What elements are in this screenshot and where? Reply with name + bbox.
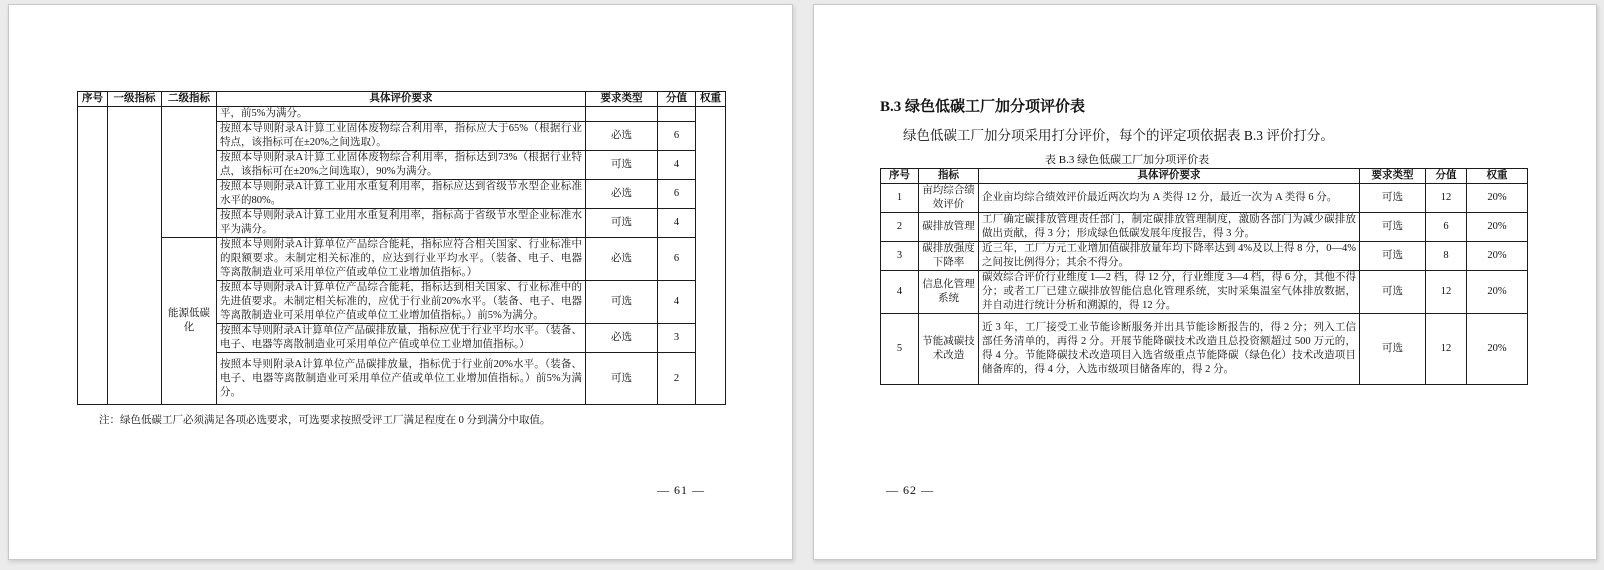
cell-level1-merged <box>108 107 162 405</box>
cell-score: 8 <box>1426 242 1467 271</box>
cell-type: 可选 <box>1360 314 1426 385</box>
cell-type: 可选 <box>586 281 658 324</box>
table-row <box>881 271 1528 314</box>
col-header-type: 要求类型 <box>586 92 658 107</box>
cell-score: 12 <box>1426 314 1467 385</box>
table-note: 注：绿色低碳工厂必须满足各项必选要求，可选要求按照受评工厂满足程度在 0 分到满分中取值。 <box>99 415 551 426</box>
cell-requirement: 按照本导则附录A计算单位产品综合能耗，指标应符合相关国家、行业标准中的限额要求。未制定相关标准的，应达到行业平均水平。（装备、电子、电器等离散制造业可采用单位产值或单位工业增加值指标。） <box>217 238 586 281</box>
cell-requirement: 按照本导则附录A计算工业固体废物综合利用率，指标达到73%（根据行业特点，该指标可在±20%之间选取），90%为满分。 <box>217 151 586 180</box>
cell-requirement: 按照本导则附录A计算单位产品综合能耗，指标达到相关国家、行业标准中的先进值要求。未制定相关标准的，应优于行业前20%水平。（装备、电子、电器等离散制造业可采用单位产值或单位工业增加值指标。）前5%为满分。 <box>217 281 586 324</box>
bonus-evaluation-table <box>880 168 1528 385</box>
cell-requirement: 近三年，工厂万元工业增加值碳排放量年均下降率达到 4%及以上得 8 分，0—4%之间按比例得分；其余不得分。 <box>979 242 1360 271</box>
page-number-61: — 61 — <box>657 483 705 497</box>
col-header-score: 分值 <box>658 92 696 107</box>
cell-score: 12 <box>1426 271 1467 314</box>
cell-score: 3 <box>658 324 696 353</box>
cell-level2-energy: 能源低碳化 <box>162 238 217 405</box>
cell-type: 必选 <box>586 180 658 209</box>
table-row <box>78 107 726 122</box>
cell-requirement: 按照本导则附录A计算单位产品碳排放量，指标应优于行业平均水平。（装备、电子、电器等离散制造业可采用单位产值或单位工业增加值指标。） <box>217 324 586 353</box>
col-header-no: 序号 <box>881 169 919 184</box>
evaluation-table-required <box>77 91 726 405</box>
cell-score: 12 <box>1426 184 1467 213</box>
cell-requirement: 按照本导则附录A计算单位产品碳排放量，指标优于行业前20%水平。（装备、电子、电器等离散制造业可采用单位产值或单位工业增加值指标。）前5%为满分。 <box>217 353 586 405</box>
document-page-61 <box>8 4 793 560</box>
cell-score: 6 <box>658 238 696 281</box>
document-page-62 <box>813 4 1597 560</box>
col-header-requirement: 具体评价要求 <box>217 92 586 107</box>
cell-type <box>586 107 658 122</box>
cell-requirement: 平，前5%为满分。 <box>217 107 586 122</box>
table-row <box>881 213 1528 242</box>
cell-no: 3 <box>881 242 919 271</box>
table-row <box>78 238 726 281</box>
cell-level2-group1 <box>162 107 217 238</box>
table-row <box>881 242 1528 271</box>
col-header-indicator: 指标 <box>919 169 979 184</box>
col-header-weight: 权重 <box>1467 169 1528 184</box>
cell-type: 必选 <box>586 324 658 353</box>
cell-type: 可选 <box>1360 271 1426 314</box>
col-header-score: 分值 <box>1426 169 1467 184</box>
cell-indicator: 碳排放强度下降率 <box>919 242 979 271</box>
cell-type: 必选 <box>586 122 658 151</box>
cell-score <box>658 107 696 122</box>
cell-seq-merged <box>78 107 108 405</box>
cell-requirement: 企业亩均综合绩效评价最近两次均为 A 类得 12 分，最近一次为 A 类得 6 分。 <box>979 184 1360 213</box>
cell-type: 必选 <box>586 238 658 281</box>
col-header-requirement: 具体评价要求 <box>979 169 1360 184</box>
cell-requirement: 工厂确定碳排放管理责任部门，制定碳排放管理制度，激励各部门为减少碳排放做出贡献，得 3 分；形成绿色低碳发展年度报告，得 3 分。 <box>979 213 1360 242</box>
cell-indicator: 信息化管理系统 <box>919 271 979 314</box>
section-heading-b3: B.3 绿色低碳工厂加分项评价表 <box>880 99 1086 115</box>
table-row <box>881 184 1528 213</box>
table-header-row <box>78 92 726 107</box>
cell-weight-merged <box>696 107 726 405</box>
cell-no: 4 <box>881 271 919 314</box>
cell-type: 可选 <box>1360 184 1426 213</box>
col-header-weight: 权重 <box>696 92 726 107</box>
table-row <box>881 314 1528 385</box>
cell-weight: 20% <box>1467 213 1528 242</box>
cell-score: 6 <box>658 122 696 151</box>
cell-weight: 20% <box>1467 271 1528 314</box>
cell-type: 可选 <box>1360 242 1426 271</box>
cell-score: 6 <box>1426 213 1467 242</box>
cell-indicator: 碳排放管理 <box>919 213 979 242</box>
cell-requirement: 按照本导则附录A计算工业用水重复利用率，指标高于省级节水型企业标准水平为满分。 <box>217 209 586 238</box>
cell-weight: 20% <box>1467 184 1528 213</box>
cell-score: 4 <box>658 209 696 238</box>
section-intro-paragraph: 绿色低碳工厂加分项采用打分评价，每个的评定项依据表 B.3 评价打分。 <box>903 128 1334 143</box>
cell-weight: 20% <box>1467 314 1528 385</box>
cell-type: 可选 <box>586 151 658 180</box>
cell-type: 可选 <box>586 353 658 405</box>
cell-type: 可选 <box>1360 213 1426 242</box>
cell-no: 1 <box>881 184 919 213</box>
col-header-seq: 序号 <box>78 92 108 107</box>
cell-type: 可选 <box>586 209 658 238</box>
col-header-level1: 一级指标 <box>108 92 162 107</box>
cell-requirement: 按照本导则附录A计算工业用水重复利用率，指标应达到省级节水型企业标准水平的80%。 <box>217 180 586 209</box>
cell-indicator: 亩均综合绩效评价 <box>919 184 979 213</box>
col-header-level2: 二级指标 <box>162 92 217 107</box>
cell-no: 5 <box>881 314 919 385</box>
cell-indicator: 节能减碳技术改造 <box>919 314 979 385</box>
table-caption-b3: 表 B.3 绿色低碳工厂加分项评价表 <box>1045 154 1210 166</box>
cell-weight: 20% <box>1467 242 1528 271</box>
table-header-row <box>881 169 1528 184</box>
cell-no: 2 <box>881 213 919 242</box>
cell-score: 4 <box>658 151 696 180</box>
cell-requirement: 按照本导则附录A计算工业固体废物综合利用率，指标应大于65%（根据行业特点，该指标可在±20%之间选取）。 <box>217 122 586 151</box>
cell-requirement: 近 3 年，工厂接受工业节能诊断服务并出具节能诊断报告的，得 2 分；列入工信部任务清单的，再得 2 分。开展节能降碳技术改造且总投资额超过 500 万元的，得 4 分。节能降碳技术改造项目入选省级重点节能降碳（绿色化）技术改造项目储备库的，得 4 分，入选市级项目储备库的，得 2 分。 <box>979 314 1360 385</box>
col-header-type: 要求类型 <box>1360 169 1426 184</box>
page-number-62: — 62 — <box>886 483 934 497</box>
cell-score: 4 <box>658 281 696 324</box>
cell-score: 2 <box>658 353 696 405</box>
cell-score: 6 <box>658 180 696 209</box>
cell-requirement: 碳效综合评价行业维度 1—2 档，得 12 分，行业维度 3—4 档，得 6 分，其他不得分；或者工厂已建立碳排放智能信息化管理系统，实时采集温室气体排放数据，并自动进行统计分析和溯源的，得 12 分。 <box>979 271 1360 314</box>
